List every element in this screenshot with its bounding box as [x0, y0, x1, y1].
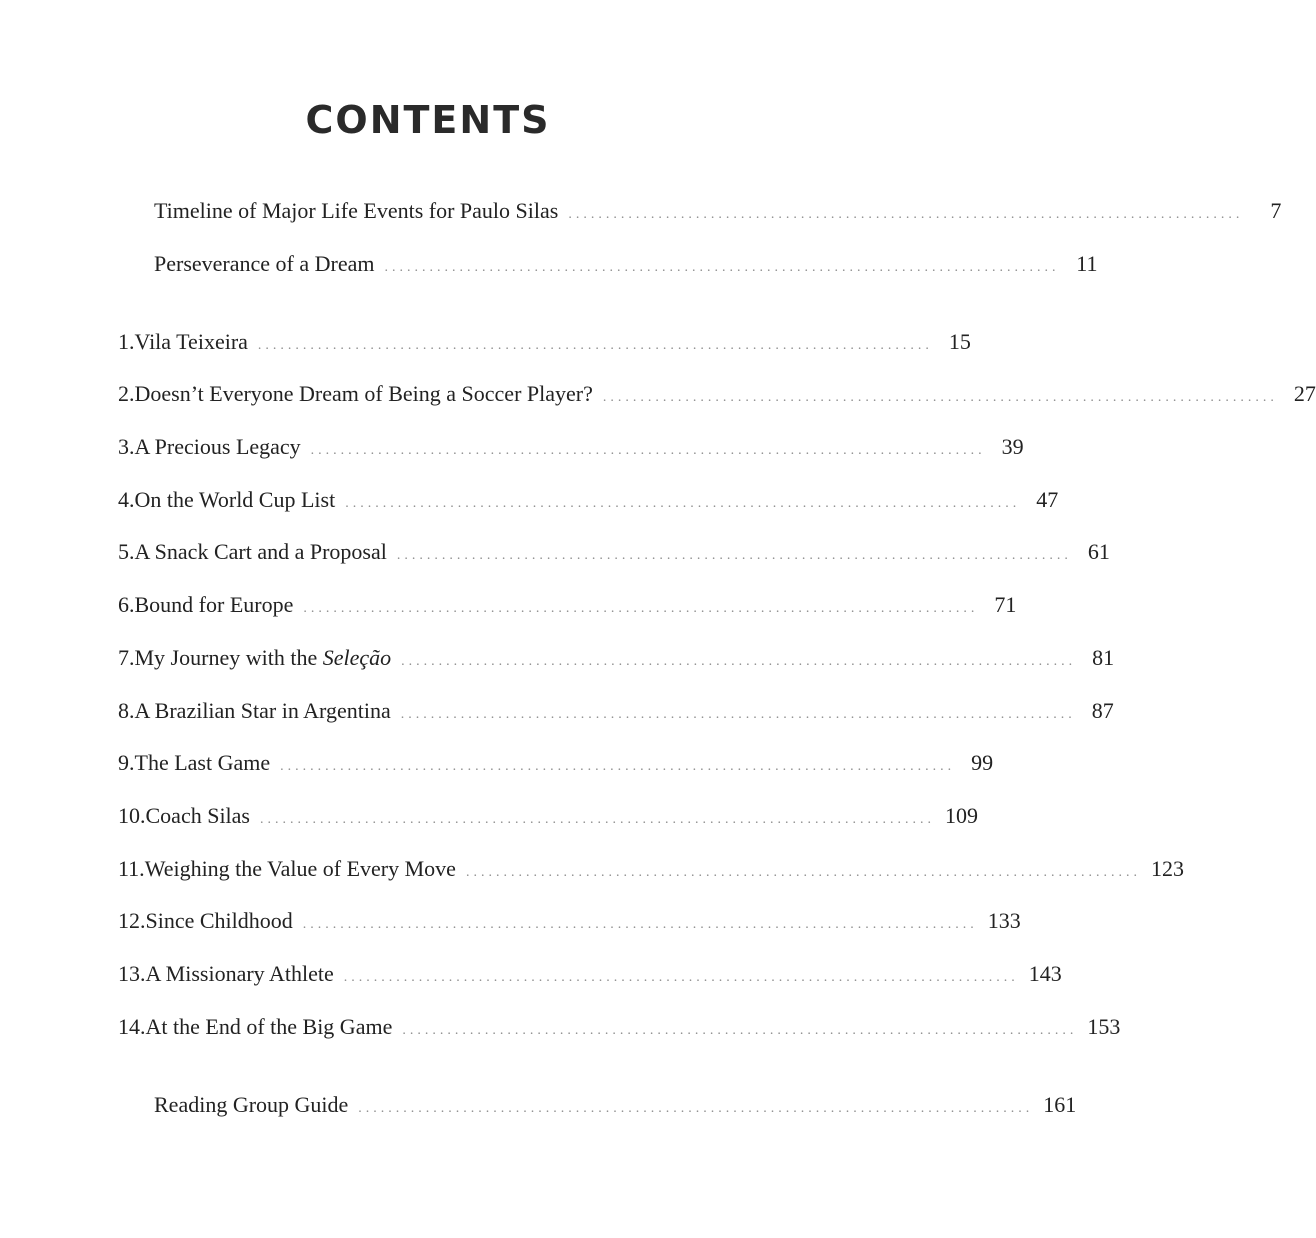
chapter-page: 99 — [971, 750, 994, 775]
chapter-page: 15 — [948, 329, 971, 354]
chapter-title-text: My Journey with the — [134, 645, 323, 670]
toc-entry-page: 161 — [1043, 1092, 1077, 1117]
toc-entry-timeline — [154, 194, 1282, 228]
chapter-number: 14. — [118, 1014, 146, 1039]
toc-entry-label: Timeline of Major Life Events for Paulo Silas — [154, 198, 559, 223]
chapter-number: 9. — [118, 750, 135, 775]
dot-leader: .......................................................................................... — [303, 601, 979, 616]
chapter-page: 47 — [1036, 487, 1059, 512]
chapter-title: Weighing the Value of Every Move — [144, 856, 456, 881]
chapter-number: 13. — [118, 961, 146, 986]
chapter-title — [135, 641, 392, 675]
dot-leader: .......................................................................................... — [358, 1101, 1034, 1116]
dot-leader: .......................................................................................... — [396, 548, 1072, 563]
chapter-title: Coach Silas — [145, 803, 250, 828]
toc-chapter-7 — [118, 641, 1115, 675]
chapter-number: 3. — [118, 434, 135, 459]
toc-chapter-14 — [118, 1010, 1121, 1044]
page-title: CONTENTS — [305, 98, 551, 142]
toc-chapter-2 — [118, 377, 1316, 411]
toc-entry-reading-group-guide — [154, 1088, 1077, 1122]
chapter-number: 11. — [118, 856, 145, 881]
chapter-title: Since Childhood — [145, 908, 293, 933]
dot-leader: .......................................................................................... — [401, 654, 1077, 669]
dot-leader: .......................................................................................... — [257, 338, 933, 353]
chapter-number: 12. — [118, 908, 146, 933]
chapter-title: Vila Teixeira — [134, 329, 248, 354]
chapter-title: A Snack Cart and a Proposal — [134, 539, 387, 564]
dot-leader: .......................................................................................... — [280, 759, 956, 774]
chapter-page: 123 — [1150, 856, 1184, 881]
toc-chapter-5 — [118, 535, 1110, 569]
dot-leader: .......................................................................................... — [384, 260, 1060, 275]
toc-chapter-6 — [118, 588, 1017, 622]
chapter-title: At the End of the Big Game — [145, 1014, 393, 1039]
toc-entry-page: 7 — [1270, 198, 1282, 223]
toc-chapter-8 — [118, 694, 1114, 728]
dot-leader: .......................................................................................... — [602, 390, 1278, 405]
chapter-number: 5. — [118, 539, 135, 564]
dot-leader: .......................................................................................... — [568, 207, 1244, 222]
chapter-title-italic: Seleção — [322, 645, 392, 670]
chapter-number: 6. — [118, 592, 135, 617]
chapter-page: 143 — [1028, 961, 1062, 986]
chapter-title: Bound for Europe — [134, 592, 294, 617]
toc-chapter-3 — [118, 430, 1024, 464]
chapter-title: A Brazilian Star in Argentina — [134, 698, 391, 723]
chapter-page: 27 — [1293, 381, 1316, 406]
dot-leader: .......................................................................................... — [465, 865, 1141, 880]
dot-leader: .......................................................................................... — [343, 970, 1019, 985]
chapter-number: 4. — [118, 487, 135, 512]
chapter-page: 81 — [1092, 645, 1115, 670]
toc-chapter-1 — [118, 325, 971, 359]
chapter-page: 87 — [1091, 698, 1114, 723]
toc-chapter-9 — [118, 746, 994, 780]
chapter-page: 109 — [945, 803, 978, 828]
chapter-number: 2. — [118, 381, 135, 406]
chapter-title: A Precious Legacy — [134, 434, 301, 459]
chapter-page: 61 — [1087, 539, 1110, 564]
chapter-page: 153 — [1087, 1014, 1121, 1039]
toc-chapter-4 — [118, 483, 1059, 517]
toc-chapter-11 — [118, 852, 1184, 886]
dot-leader: .......................................................................................... — [302, 917, 978, 932]
dot-leader: .......................................................................................... — [345, 496, 1021, 511]
dot-leader: .......................................................................................... — [260, 812, 935, 827]
toc-entry-perseverance — [154, 247, 1098, 281]
toc-chapter-12 — [118, 904, 1021, 938]
dot-leader: .......................................................................................... — [402, 1023, 1078, 1038]
toc-chapter-13 — [118, 957, 1062, 991]
chapter-title: The Last Game — [134, 750, 271, 775]
chapter-page: 133 — [987, 908, 1021, 933]
chapter-title: On the World Cup List — [134, 487, 336, 512]
toc-chapter-10 — [118, 799, 978, 833]
toc-entry-page: 11 — [1076, 251, 1098, 276]
chapter-title: A Missionary Athlete — [145, 961, 334, 986]
chapter-number: 1. — [118, 329, 135, 354]
toc-entry-label: Perseverance of a Dream — [154, 251, 375, 276]
chapter-number: 7. — [118, 645, 135, 670]
dot-leader: .......................................................................................... — [400, 707, 1076, 722]
chapter-number: 10. — [118, 803, 146, 828]
chapter-number: 8. — [118, 698, 135, 723]
dot-leader: .......................................................................................... — [310, 443, 986, 458]
chapter-page: 71 — [994, 592, 1017, 617]
chapter-page: 39 — [1001, 434, 1024, 459]
toc-entry-label: Reading Group Guide — [154, 1092, 349, 1117]
chapter-title: Doesn’t Everyone Dream of Being a Soccer Player? — [134, 381, 593, 406]
